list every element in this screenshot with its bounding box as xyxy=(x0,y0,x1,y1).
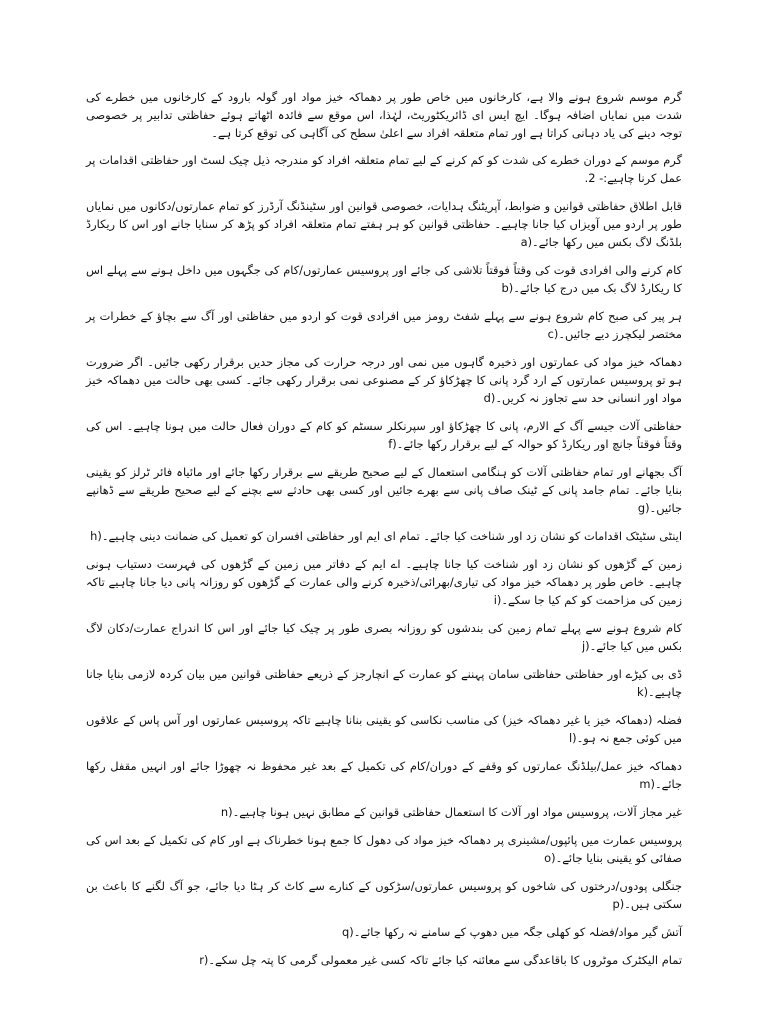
checklist-item-text: ہر پیر کی صبح کام شروع ہونے سے پہلے شفٹ رومز میں افرادی قوت کو اردو میں حفاظتی اور آگ سے بچاؤ کے خطرات پر مختصر لیکچرز دیے جائیں۔ xyxy=(86,309,682,341)
checklist-item-marker: q) xyxy=(342,925,354,939)
checklist-item-text: حفاظتی آلات جیسے آگ کے الارم، پانی کا چھڑکاؤ اور سپرنکلر سسٹم کو کام کے دوران فعال حالت میں ہونا چاہیے۔ اس کی وقتاً فوقتاً جانچ اور ریکارڈ کو حوالہ کے لیے برقرار رکھا جائے۔ xyxy=(86,419,682,451)
checklist-item-text: پروسیس عمارت میں پائپوں/مشینری پر دھماکہ خیز مواد کی دھول کا جمع ہونا خطرناک ہے اور کام کی تکمیل کے بعد اس کی صفائی کو یقینی بنایا جائے۔ xyxy=(86,833,682,865)
checklist-item xyxy=(86,711,682,747)
checklist xyxy=(86,197,682,969)
checklist-item-marker: h) xyxy=(90,529,102,543)
intro-paragraph: گرم موسم شروع ہونے والا ہے، کارخانوں میں خاص طور پر دھماکہ خیز مواد اور گولہ بارود کے کارخانوں میں خطرے کی شدت میں نمایاں اضافہ ہوگا۔ ایچ ایس ای ڈائریکٹوریٹ، لہٰذا، اس موقع سے فائدہ اٹھاتے ہوئے حفاظتی تدابیر پر خصوصی توجہ دینے کی یاد دہانی کراتا ہے اور تمام متعلقہ افراد سے اعلیٰ سطح کی آگاہی کی توقع کرتا ہے۔ xyxy=(86,90,682,140)
checklist-item-text: غیر مجاز آلات، پروسیس مواد اور آلات کا استعمال حفاظتی قوانین کے مطابق نہیں ہونا چاہیے۔ xyxy=(232,805,682,819)
checklist-item xyxy=(86,757,682,793)
checklist-item-marker: m) xyxy=(639,777,655,791)
checklist-item-text: قابل اطلاق حفاظتی قوانین و ضوابط، آپریٹنگ ہدایات، خصوصی قوانین اور سٹینڈنگ آرڈرز کو تمام عمارتوں/دکانوں میں نمایاں طور پر اردو میں آویزاں کیا جانا چاہیے۔ حفاظتی قوانین کو ہر ہفتے تمام متعلقہ افراد کو پڑھ کر سنایا جانے اور اس کا ریکارڈ بلڈنگ لاگ بکس میں رکھا جائے۔ xyxy=(86,199,682,249)
checklist-item-marker: l) xyxy=(568,731,577,745)
checklist-item xyxy=(86,417,682,453)
checklist-item xyxy=(86,951,682,969)
checklist-item-marker: g) xyxy=(637,501,650,515)
point-2-text: گرم موسم کے دوران خطرے کی شدت کو کم کرنے کے لیے تمام متعلقہ افراد کو مندرجہ ذیل چیک لسٹ اور حفاظتی اقدامات پر عمل کرنا چاہیے:- xyxy=(86,153,682,185)
checklist-item-marker: k) xyxy=(636,685,649,699)
checklist-item xyxy=(86,619,682,655)
checklist-item xyxy=(86,261,682,297)
checklist-item-text: ڈی بی کیڑے اور حفاظتی حفاظتی سامان پہننے کو عمارت کے انچارجز کے ذریعے حفاظتی قوانین میں بیان کردہ لازمی بنایا جانا چاہیے۔ xyxy=(86,667,682,699)
checklist-item xyxy=(86,307,682,343)
checklist-item xyxy=(86,877,682,913)
checklist-item-text: آگ بجھانے اور تمام حفاظتی آلات کو ہنگامی استعمال کے لیے صحیح طریقے سے برقرار رکھا جائے اور مائیاہ فائر ٹرلز کو یقینی بنایا جائے۔ تمام جامد پانی کے ٹینک صاف پانی سے بھرے جائیں اور کسی بھی حادثے سے بچنے کے لیے صحیح طریقے سے ڈھانپے جائیں۔ xyxy=(86,465,682,515)
checklist-item-text: دھماکہ خیز مواد کی عمارتوں اور ذخیرہ گاہوں میں نمی اور درجہ حرارت کی مجاز حدیں برقرار رکھی جائیں۔ اگر ضرورت ہو تو پروسیس عمارتوں کے ارد گرد پانی کا چھڑکاؤ کر کے مصنوعی نمی برقرار رکھی جائے۔ کسی بھی حالت میں دھماکہ خیز مواد اور انسانی حد سے تجاوز نہ کریں۔ xyxy=(86,355,682,405)
checklist-item-text: فضلہ (دھماکہ خیز یا غیر دھماکہ خیز) کی مناسب نکاسی کو یقینی بنانا چاہیے تاکہ پروسیس عمارتوں اور آس پاس کے علاقوں میں کوئی جمع نہ ہو۔ xyxy=(86,713,682,745)
checklist-item-marker: c) xyxy=(547,327,559,341)
checklist-item-marker: b) xyxy=(501,281,514,295)
checklist-item xyxy=(86,527,682,545)
checklist-item-text: کام کرنے والی افرادی قوت کی وقتاً فوقتاً تلاشی کی جائے اور پروسیس عمارتوں/کام کی جگہوں میں داخل ہونے سے پہلے اس کا ریکارڈ لاگ بک میں درج کیا جائے۔ xyxy=(86,263,682,295)
point-2-marker: .2 xyxy=(584,171,596,185)
checklist-item-text: تمام الیکٹرک موٹروں کا باقاعدگی سے معائنہ کیا جائے تاکہ کسی غیر معمولی گرمی کا پتہ چل سکے۔ xyxy=(208,953,682,967)
checklist-item-text: زمین کے گڑھوں کو نشان زد اور شناخت کیا جانا چاہیے۔ اے ایم کے دفاتر میں زمین کے گڑھوں کی فہرست دستیاب ہونی چاہیے۔ خاص طور پر دھماکہ خیز مواد کی تیاری/بھرائی/ذخیرہ کرنے والی عمارت کے گڑھوں کو روزانہ پانی دیا جانا چاہیے تاکہ زمین کی مزاحمت کو کم کیا جا سکے۔ xyxy=(86,557,682,607)
checklist-item xyxy=(86,665,682,701)
checklist-item-text: دھماکہ خیز عمل/بیلڈنگ عمارتوں کو وقفے کے دوران/کام کی تکمیل کے بعد غیر محفوظ نہ چھوڑا جائے اور انہیں مقفل رکھا جائے۔ xyxy=(86,759,682,791)
checklist-item xyxy=(86,803,682,821)
checklist-item-marker: i) xyxy=(493,593,502,607)
checklist-item xyxy=(86,923,682,941)
point-2-paragraph xyxy=(86,151,682,187)
checklist-item-text: کام شروع ہونے سے پہلے تمام زمین کی بندشوں کو روزانہ بصری طور پر چیک کیا جائے اور اس کا اندراج عمارت/دکان لاگ بکس میں کیا جائے۔ xyxy=(86,621,682,653)
checklist-item-marker: j) xyxy=(581,639,590,653)
checklist-item-marker: r) xyxy=(199,953,209,967)
checklist-item xyxy=(86,555,682,609)
checklist-item xyxy=(86,197,682,251)
checklist-item xyxy=(86,463,682,517)
checklist-item xyxy=(86,831,682,867)
checklist-item-marker: o) xyxy=(544,851,556,865)
checklist-item-text: آتش گیر مواد/فضلہ کو کھلی جگہ میں دھوپ کے سامنے نہ رکھا جائے۔ xyxy=(353,925,682,939)
checklist-item-marker: p) xyxy=(612,897,625,911)
checklist-item-marker: a) xyxy=(520,235,533,249)
checklist-item-text: اینٹی سٹیٹک اقدامات کو نشان زد اور شناخت کیا جائے۔ تمام ای ایم اور حفاظتی افسران کو تعمیل کی ضمانت دینی چاہیے۔ xyxy=(101,529,682,543)
checklist-item-marker: d) xyxy=(483,391,496,405)
checklist-item-text: جنگلی پودوں/درختوں کی شاخوں کو پروسیس عمارتوں/سڑکوں کے کنارے سے کاٹ کر ہٹا دیا جائے، جو آگ لگنے کا باعث بن سکتی ہیں۔ xyxy=(86,879,682,911)
checklist-item-marker: f) xyxy=(388,437,397,451)
checklist-item-marker: n) xyxy=(220,805,233,819)
checklist-item xyxy=(86,353,682,407)
